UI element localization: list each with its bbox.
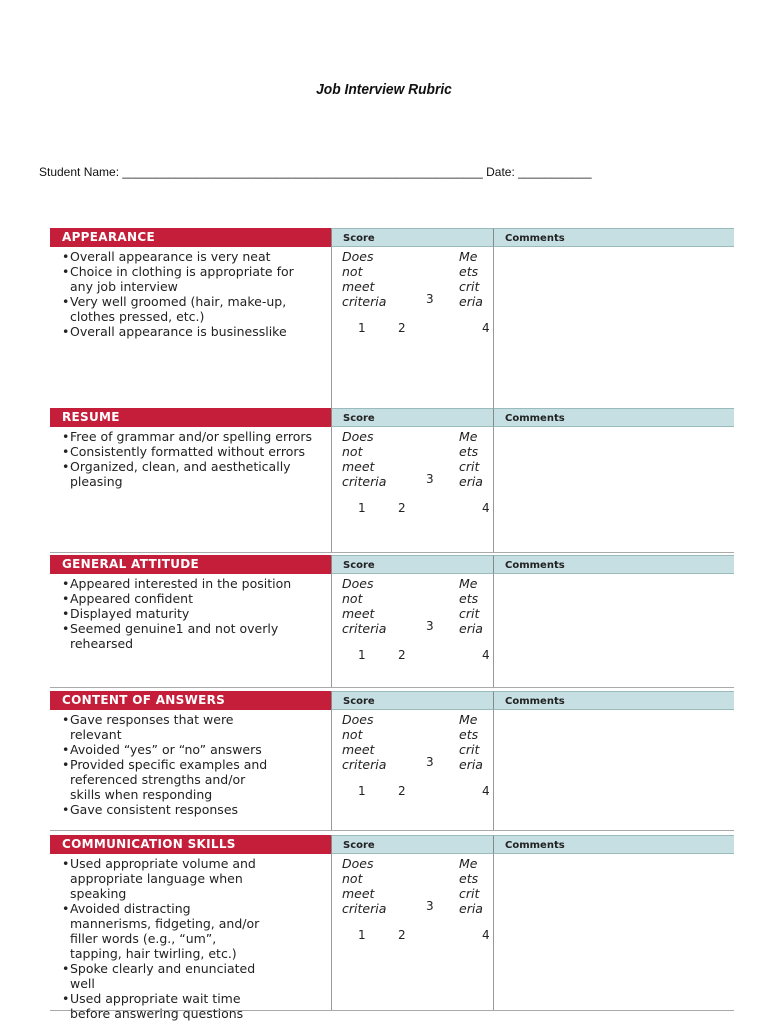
scale-value-1[interactable]: 1 bbox=[358, 928, 366, 942]
scale-label-low: Does bbox=[342, 576, 374, 591]
scale-value-2[interactable]: 2 bbox=[398, 321, 406, 335]
scale-label-high: crit bbox=[459, 279, 480, 294]
comments-column-header: Comments bbox=[493, 835, 734, 854]
scale-label-high: ets bbox=[459, 871, 479, 886]
scale-value-2[interactable]: 2 bbox=[398, 928, 406, 942]
criteria-item: • Gave responses that were relevant bbox=[62, 712, 277, 742]
section-heading: RESUME bbox=[50, 408, 331, 427]
scale-label-low: meet bbox=[342, 606, 375, 621]
comments-field[interactable] bbox=[494, 427, 734, 552]
scale-label-high: crit bbox=[459, 459, 480, 474]
comments-field[interactable] bbox=[494, 247, 734, 424]
section-body bbox=[50, 574, 734, 688]
criteria-item: • Choice in clothing is appropriate for any job interview bbox=[62, 264, 297, 294]
scale-label-low: not bbox=[342, 727, 363, 742]
criteria-item: • Provided specific examples and referenced strengths and/or skills when responding bbox=[62, 757, 277, 802]
page-title: Job Interview Rubric bbox=[316, 81, 452, 98]
scale-value-3[interactable]: 3 bbox=[426, 899, 434, 913]
comments-field[interactable] bbox=[494, 710, 734, 830]
scale-label-high: ets bbox=[459, 727, 479, 742]
criteria-item: • Very well groomed (hair, make-up, clothes pressed, etc.) bbox=[62, 294, 297, 324]
scale-label-high: Me bbox=[459, 856, 478, 871]
scale-value-4[interactable]: 4 bbox=[482, 321, 490, 335]
scale-value-1[interactable]: 1 bbox=[358, 648, 366, 662]
section-heading: COMMUNICATION SKILLS bbox=[50, 835, 331, 854]
score-scale[interactable] bbox=[331, 710, 493, 810]
rubric-section bbox=[50, 835, 734, 1021]
scale-label-low: criteria bbox=[342, 757, 387, 772]
criteria-item: • Appeared confident bbox=[62, 591, 324, 606]
criteria-list bbox=[62, 249, 297, 339]
comments-column-header: Comments bbox=[493, 691, 734, 710]
scale-label-low: meet bbox=[342, 742, 375, 757]
rubric-section bbox=[50, 691, 734, 831]
scale-label-high: Me bbox=[459, 712, 478, 727]
scale-label-high: eria bbox=[459, 474, 483, 489]
comments-field[interactable] bbox=[494, 854, 734, 1010]
section-heading: CONTENT OF ANSWERS bbox=[50, 691, 331, 710]
score-column-header: Score bbox=[331, 555, 493, 574]
scale-label-high: eria bbox=[459, 621, 483, 636]
criteria-item: • Used appropriate volume and appropriate language when speaking bbox=[62, 856, 262, 901]
scale-label-high: crit bbox=[459, 742, 480, 757]
criteria-item: • Spoke clearly and enunciated well bbox=[62, 961, 262, 991]
scale-label-low: criteria bbox=[342, 474, 387, 489]
section-header bbox=[50, 835, 734, 854]
scale-value-3[interactable]: 3 bbox=[426, 472, 434, 486]
score-scale[interactable] bbox=[331, 427, 493, 527]
scale-label-high: Me bbox=[459, 576, 478, 591]
scale-value-3[interactable]: 3 bbox=[426, 755, 434, 769]
criteria-item: • Seemed genuine1 and not overly rehearsed bbox=[62, 621, 324, 651]
criteria-item: • Avoided “yes” or “no” answers bbox=[62, 742, 277, 757]
scale-label-low: Does bbox=[342, 856, 374, 871]
criteria-item: • Displayed maturity bbox=[62, 606, 324, 621]
section-body bbox=[50, 427, 734, 553]
scale-label-high: eria bbox=[459, 901, 483, 916]
scale-label-high: ets bbox=[459, 591, 479, 606]
section-header bbox=[50, 228, 734, 247]
criteria-list bbox=[62, 429, 324, 489]
scale-label-high: Me bbox=[459, 429, 478, 444]
criteria-item: • Overall appearance is businesslike bbox=[62, 324, 297, 339]
scale-value-4[interactable]: 4 bbox=[482, 648, 490, 662]
scale-value-1[interactable]: 1 bbox=[358, 321, 366, 335]
scale-label-low: not bbox=[342, 871, 363, 886]
score-column-header: Score bbox=[331, 228, 493, 247]
criteria-item: • Appeared interested in the position bbox=[62, 576, 324, 591]
section-heading: GENERAL ATTITUDE bbox=[50, 555, 331, 574]
scale-label-low: not bbox=[342, 264, 363, 279]
score-scale[interactable] bbox=[331, 247, 493, 347]
score-column-header: Score bbox=[331, 835, 493, 854]
comments-column-header: Comments bbox=[493, 555, 734, 574]
section-body bbox=[50, 247, 734, 425]
section-header bbox=[50, 408, 734, 427]
scale-value-4[interactable]: 4 bbox=[482, 784, 490, 798]
scale-value-2[interactable]: 2 bbox=[398, 501, 406, 515]
scale-value-2[interactable]: 2 bbox=[398, 784, 406, 798]
comments-column-header: Comments bbox=[493, 408, 734, 427]
scale-label-high: Me bbox=[459, 249, 478, 264]
score-column-header: Score bbox=[331, 408, 493, 427]
scale-label-low: meet bbox=[342, 886, 375, 901]
scale-label-low: Does bbox=[342, 712, 374, 727]
scale-label-low: meet bbox=[342, 459, 375, 474]
scale-label-high: eria bbox=[459, 294, 483, 309]
scale-value-4[interactable]: 4 bbox=[482, 501, 490, 515]
score-column-header: Score bbox=[331, 691, 493, 710]
scale-label-low: not bbox=[342, 591, 363, 606]
section-header bbox=[50, 691, 734, 710]
comments-column-header: Comments bbox=[493, 228, 734, 247]
scale-value-3[interactable]: 3 bbox=[426, 619, 434, 633]
scale-label-high: crit bbox=[459, 886, 480, 901]
scale-label-low: Does bbox=[342, 429, 374, 444]
scale-label-low: criteria bbox=[342, 901, 387, 916]
criteria-list bbox=[62, 856, 262, 1021]
scale-label-low: criteria bbox=[342, 621, 387, 636]
scale-label-low: Does bbox=[342, 249, 374, 264]
section-header bbox=[50, 555, 734, 574]
criteria-list bbox=[62, 712, 277, 817]
section-heading: APPEARANCE bbox=[50, 228, 331, 247]
scale-label-low: not bbox=[342, 444, 363, 459]
comments-field[interactable] bbox=[494, 574, 734, 687]
scale-label-high: eria bbox=[459, 757, 483, 772]
rubric-section bbox=[50, 408, 734, 553]
section-body bbox=[50, 854, 734, 1021]
rubric-section bbox=[50, 555, 734, 688]
scale-value-4[interactable]: 4 bbox=[482, 928, 490, 942]
criteria-item: • Overall appearance is very neat bbox=[62, 249, 297, 264]
scale-label-high: ets bbox=[459, 444, 479, 459]
scale-value-3[interactable]: 3 bbox=[426, 292, 434, 306]
criteria-item: • Used appropriate wait time before answering questions bbox=[62, 991, 262, 1021]
scale-label-low: criteria bbox=[342, 294, 387, 309]
score-scale[interactable] bbox=[331, 854, 493, 954]
criteria-item: • Gave consistent responses bbox=[62, 802, 277, 817]
scale-label-low: meet bbox=[342, 279, 375, 294]
scale-value-1[interactable]: 1 bbox=[358, 501, 366, 515]
student-name-date-line[interactable]: Student Name: ______________________________________________________ Date: ___________ bbox=[39, 165, 592, 179]
criteria-item: • Free of grammar and/or spelling errors bbox=[62, 429, 324, 444]
scale-value-2[interactable]: 2 bbox=[398, 648, 406, 662]
scale-value-1[interactable]: 1 bbox=[358, 784, 366, 798]
scale-label-high: ets bbox=[459, 264, 479, 279]
criteria-item: • Avoided distracting mannerisms, fidgeting, and/or filler words (e.g., “um”, tapping, hair twirling, etc.) bbox=[62, 901, 262, 961]
scale-label-high: crit bbox=[459, 606, 480, 621]
criteria-item: • Consistently formatted without errors bbox=[62, 444, 324, 459]
section-body bbox=[50, 710, 734, 831]
criteria-list bbox=[62, 576, 324, 651]
criteria-item: • Organized, clean, and aesthetically pleasing bbox=[62, 459, 324, 489]
score-scale[interactable] bbox=[331, 574, 493, 674]
rubric-section bbox=[50, 228, 734, 425]
